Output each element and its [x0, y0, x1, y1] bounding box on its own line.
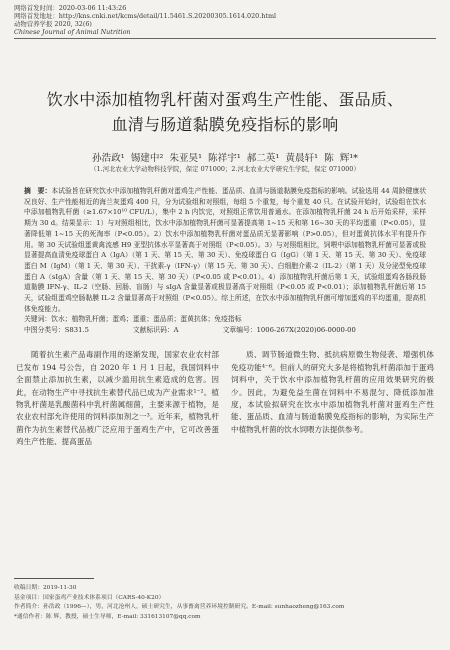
classification-row	[14, 325, 436, 336]
header-divider	[14, 38, 436, 39]
body-text	[14, 349, 436, 448]
clc-number: 中图分类号：S831.5	[24, 325, 89, 334]
title-line-1: 饮水中添加植物乳杆菌对蛋鸡生产性能、蛋品质、	[46, 90, 404, 109]
body-column-left	[16, 349, 219, 448]
online-first-date: 网络首发时间：2020-03-06 11:43:26	[14, 4, 127, 12]
journal-header	[14, 0, 436, 36]
article-number: 文章编号：1006-267X(2020)06-0000-00	[222, 325, 356, 334]
author-list: 孙浩政¹ 锡建中² 朱亚昊¹ 陈祥宇¹ 郝二英¹ 黄晨轩¹ 陈 辉¹*	[92, 153, 358, 164]
abstract	[14, 186, 436, 314]
title-line-2: 血清与肠道黏膜免疫指标的影响	[111, 115, 339, 134]
abstract-label: 摘 要：	[24, 187, 52, 195]
footnote-divider	[14, 578, 94, 579]
body-paragraph: 随着抗生素产品毒副作用的逐渐发现，国家农业农村部已发布 194 号公告，自 2020 年 1 月 1 日起，我国饲料中全面禁止添加抗生素，以减少滥用抗生素造成的危害。因此，在动物生产中寻找抗生素替代品已成为产业需求¹⁻²。植物乳杆菌是乳酸菌科中乳杆菌属细菌，主要来源于植物，是农业农村部允许使用的饲料添加剂之一³。近年来，植物乳杆菌作为抗生素替代品被广泛应用于蛋鸡生产中，它可改善蛋鸡生产性能、提高蛋品	[16, 350, 219, 447]
paper-title	[14, 87, 436, 137]
body-column-right	[231, 349, 434, 448]
abstract-text: 本试验旨在研究饮水中添加植物乳杆菌对蛋鸡生产性能、蛋品质、血清与肠道黏膜免疫指标的影响。试验选用 44 周龄健康状况良好、生产性能相近的海兰灰蛋鸡 400 只，分为试验组和对照组，每组 5 个重复，每个重复 40 只。在试验开始时，试验组在饮水中添加植物乳杆菌（≥1.67×10¹⁰ CFU/L），集中 2 h 内饮完，对照组正常饮用普通水。在添加植物乳杆菌 24 h 后开始采样，采样期为 30 d。结果显示：1）与对照组相比，饮水中添加植物乳杆菌可显著提高第 1~15 天和第 16~30 天的平均蛋重（P<0.05），显著降低第 1~15 天的死淘率（P<0.05）。2）饮水中添加植物乳杆菌对蛋品质无显著影响（P>0.05），但对蛋黄抗体水平有提升作用。第 30 天试验组蛋黄禽流感 H9 亚型抗体水平显著高于对照组（P<0.05）。3）与对照组相比，饲喂中添加植物乳杆菌可显著或极显著提高血清免疫球蛋白 A（IgA）（第 1 天、第 15 天、第 30 天）、免疫球蛋白 G（IgG）（第 1 天、第 15 天、第 30 天）、免疫球蛋白 M（IgM）（第 1 天、第 30 天）、干扰素-γ（IFN-γ）（第 15 天、第 30 天）、白细胞介素-2（IL-2）（第 1 天）及分泌型免疫球蛋白 A（sIgA）含量（第 1 天、第 15 天、第 30 天）（P<0.05 或 P<0.01）。4）添加植物乳杆菌后第 1 天，试验组蛋鸡各肠段肠道黏膜 IFN-γ、IL-2（空肠、回肠、盲肠）与 sIgA 含量显著或极显著高于对照组（P<0.05 或 P<0.01）；添加植物乳杆菌后第 15 天，试验组蛋鸡空肠黏膜 IL-2 含量显著高于对照组（P<0.05）。综上所述，在饮水中添加植物乳杆菌可增加蛋鸡的平均蛋重，提高机体免疫能力。	[24, 187, 427, 313]
online-first-url[interactable]: 网络首发地址：http://kns.cnki.net/kcms/detail/11.5461.S.20200305.1614.020.html	[14, 12, 277, 20]
body-paragraph: 质、调节肠道微生物、抵抗病原微生物侵袭、增强机体免疫功能⁴⁻⁶。但前人的研究大多是将植物乳杆菌添加于蛋鸡饲料中，关于饮水中添加植物乳杆菌的应用效果研究的极少。因此，为避免益生菌在饲料中不易混匀、降低添加准度，本试验拟研究在饮水中添加植物乳杆菌对蛋鸡生产性能、蛋品质、血清与肠道黏膜免疫指标的影响，为实际生产中植物乳杆菌的饮水饲喂方法提供参考。	[231, 350, 434, 434]
keywords: 关键词：饮水；植物乳杆菌；蛋鸡；蛋重；蛋品质；蛋黄抗体；免疫指标	[24, 315, 242, 324]
footnotes	[14, 584, 436, 622]
journal-name-en: Chinese Journal of Animal Nutrition	[14, 28, 131, 36]
footnote-fund: 基金项目：国家蛋鸡产业技术体系项目（CARS-40-K20）	[14, 594, 165, 601]
footnote-corresponding: *通信作者：陈 辉，教授，硕士生导师，E-mail: 331613107@qq.com	[14, 613, 201, 620]
footnote-received: 收稿日期：2019-11-30	[14, 585, 77, 591]
footnote-author-info: 作者简介：孙浩政（1996—），男，河北沧州人，硕士研究生，从事畜禽营养环境控制研究。E-mail: sunhaozheng@163.com	[14, 604, 345, 611]
document-code: 文献标识码：A	[132, 325, 179, 334]
author-affiliation: （1.河北农业大学动物科技学院，保定 071000；2.河北农业大学研究生学院，保定 071000）	[90, 165, 360, 173]
journal-name-cn: 动物营养学报 2020, 32(6)	[14, 20, 92, 28]
